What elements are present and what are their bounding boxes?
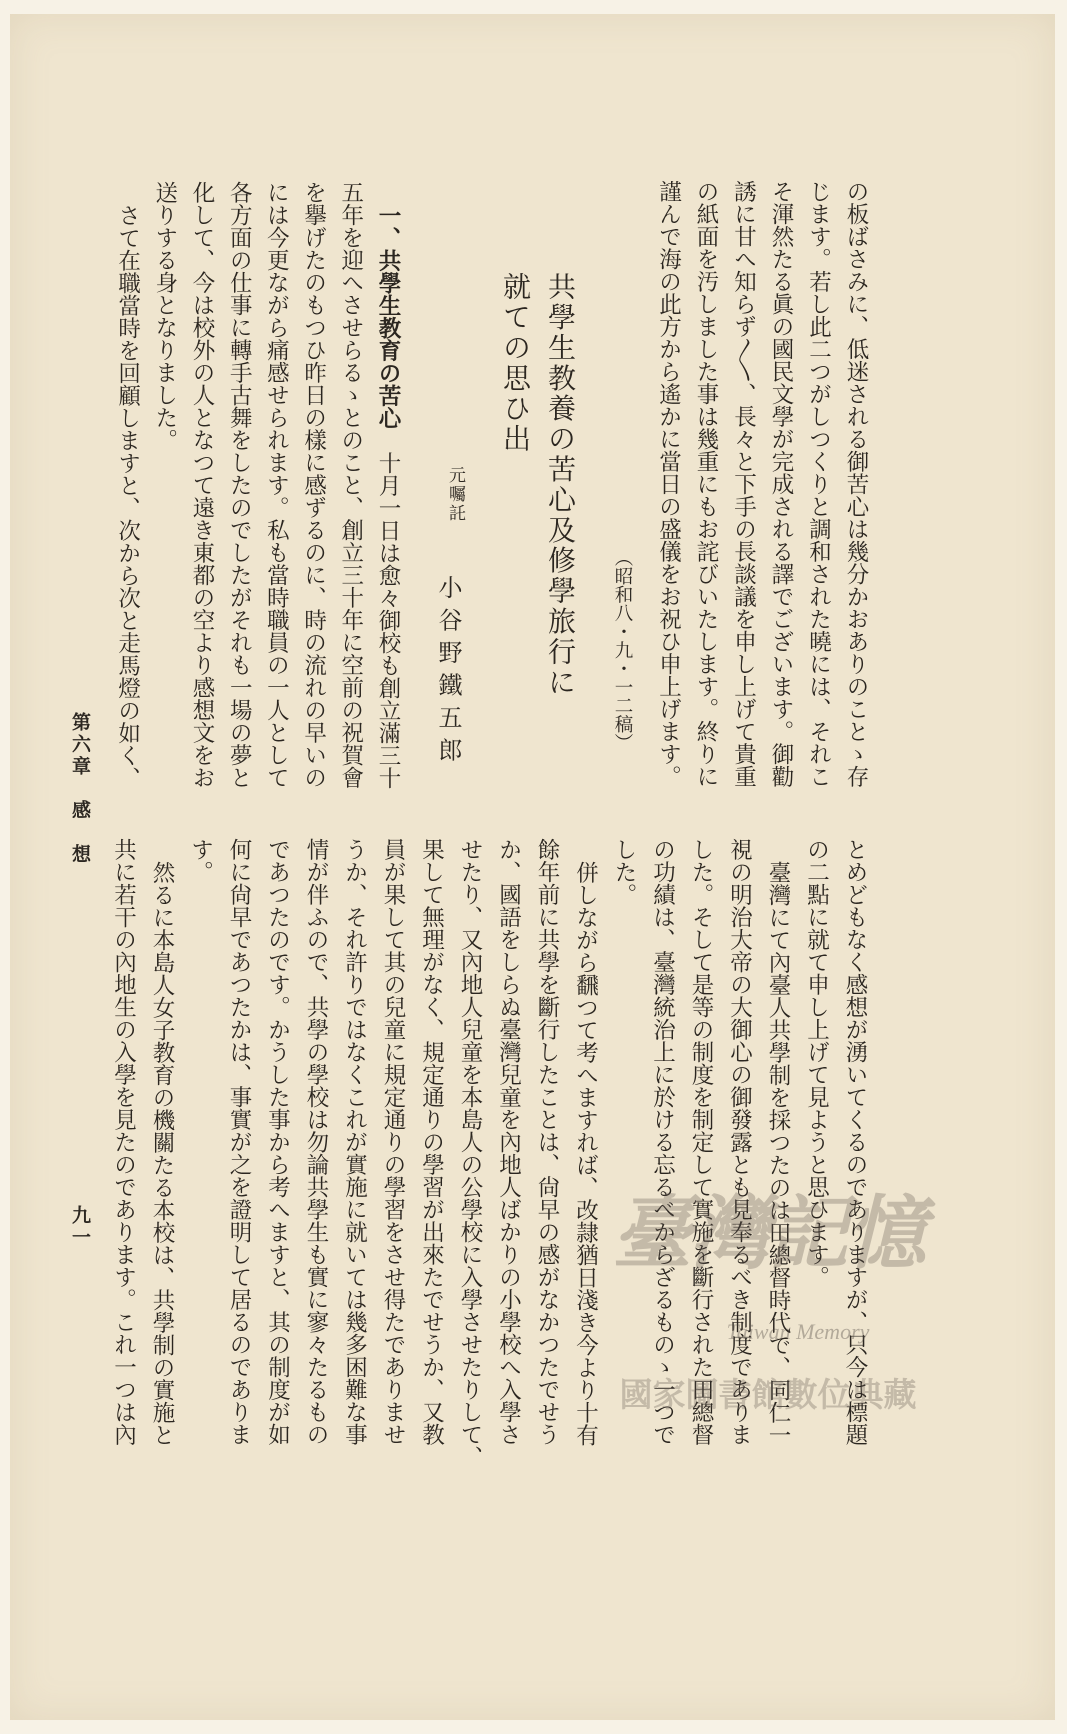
article-lower-column-1: とめどもなく感想が湧いてくるのでありますが、只今は標題 — [842, 838, 868, 1446]
previous-article-column-2: じます。若し此二つがしつくりと調和された曉には、それこ — [805, 180, 832, 788]
article-title — [493, 272, 583, 698]
article-upper-column-3: を擧げたのもつひ昨日の樣に感ずるのに、時の流れの早いの — [300, 181, 327, 789]
previous-article-column-4: 誘に甘へ知らず〳〵、長々と下手の長談議を申し上げて貴重 — [730, 180, 757, 788]
article-body-upper — [108, 181, 406, 796]
article-title-line-2: 就ての思ひ出 — [499, 272, 532, 455]
article-lower-column-19: 然るに本島人女子教育の機關たる本校は、共學制の實施と — [149, 860, 175, 1446]
article-upper-column-2: 五年を迎へさせらるゝとのこと、創立三十年に空前の祝賀會 — [337, 181, 364, 789]
article-upper-column-4: には今更ながら痛感せられます。私も當時職員の一人として — [263, 181, 290, 789]
article-upper-column-5: 各方面の仕事に轉手古舞をしたのでしたがそれも一場の夢と — [226, 181, 253, 789]
article-lower-column-3: 臺灣にて內臺人共學制を採つたのは田總督時代で、同仁一 — [765, 860, 791, 1446]
author-name: 小谷野鐵五郎 — [434, 575, 462, 770]
article-lower-column-9: 餘年前に共學を斷行したことは、尙早の感がなかつたでせう — [534, 838, 560, 1446]
article-lower-column-12: 果して無理がなく、規定通りの學習が出來たでせうか、又教 — [418, 838, 445, 1446]
article-upper-column-1 — [369, 181, 406, 796]
author-role: 元囑託 — [445, 466, 465, 523]
article-lower-column-18: す。 — [187, 838, 214, 883]
running-head: 第六章 感 想 — [69, 712, 91, 866]
article-upper-column-8: さて在職當時を回顧しますと、次から次と走馬燈の如く、 — [114, 203, 141, 789]
article-upper-column-7: 送りする身となりました。 — [151, 181, 178, 451]
article-lower-column-2: の二點に就て申し上げて見ようと思ひます。 — [803, 838, 830, 1288]
article-lower-column-15: 情が伴ふので、共學の學校は勿論共學生も實に寥々たるもの — [303, 838, 329, 1446]
article-lower-column-13: 員が果して其の兒童に規定通りの學習をさせ得たでありませ — [380, 838, 406, 1446]
article-lower-column-20: 共に若干の內地生の入學を見たのであります。これ一つは內 — [110, 838, 137, 1446]
article-upper-column-1-text: 十月一日は愈々御校も創立滿三十 — [375, 451, 401, 789]
article-lower-column-10: か、國語をしらぬ臺灣兒童を內地人ばかりの小學校へ入學さ — [495, 838, 522, 1446]
previous-article-column-1: の板ばさみに、低迷される御苦心は幾分かおありのことゝ存 — [843, 180, 869, 788]
watermark-logo-latin: Taiwan Memory — [726, 1319, 870, 1344]
article-lower-column-16: であつたのです。かうした事から考へますと、其の制度が如 — [264, 838, 291, 1446]
article-lower-column-17: 何に尙早であつたかは、事實が之を證明して居るのでありま — [226, 838, 252, 1446]
article-lower-column-14: うか、それ許りではなくこれが實施に就いては幾多困難な事 — [341, 838, 368, 1446]
article-lower-column-5: した。そして是等の制度を制定して實施を斷行された田總督 — [688, 838, 714, 1446]
article-lower-column-11: せたり、又內地人兒童を本島人の公學校に入學させたりして、 — [457, 838, 483, 1468]
article-lower-column-8: 併しながら飜つて考へますれば、改隷猶日淺き今より十有 — [572, 860, 599, 1446]
page-number: 九一 — [69, 1205, 91, 1249]
article-lower-column-7: した。 — [611, 838, 637, 906]
previous-article-column-3: そ渾然たる眞の國民文學が完成される譯でございます。御勸 — [768, 180, 794, 788]
article-body-lower — [104, 838, 874, 1468]
section-heading: 一、共學生教育の苦心 — [375, 203, 401, 429]
previous-article-date-note: （昭和八・九・一二稿） — [612, 548, 633, 752]
article-title-line-1: 共學生教養の苦心及修學旅行に — [544, 272, 577, 698]
article-upper-column-6: 化して、今は校外の人となつて遠き東都の空より感想文をお — [188, 181, 215, 789]
previous-article-column-6: 謹んで海の此方から遙かに當日の盛儀をお祝ひ申上げます。 — [655, 180, 682, 788]
watermark-logo-text: 臺灣記憶 — [612, 1186, 924, 1280]
article-lower-column-6: の功績は、臺灣統治上に於ける忘るべからざるものゝ一つで — [649, 838, 676, 1446]
article-lower-column-4: 視の明治大帝の大御心の御發露とも見奉るべき制度でありま — [726, 838, 753, 1446]
previous-article-text — [649, 180, 874, 795]
previous-article-column-5: の紙面を汚しました事は幾重にもお詫びいたします。終りに — [693, 180, 719, 788]
watermark-institution: 國家圖書館數位典藏 — [619, 1375, 917, 1414]
